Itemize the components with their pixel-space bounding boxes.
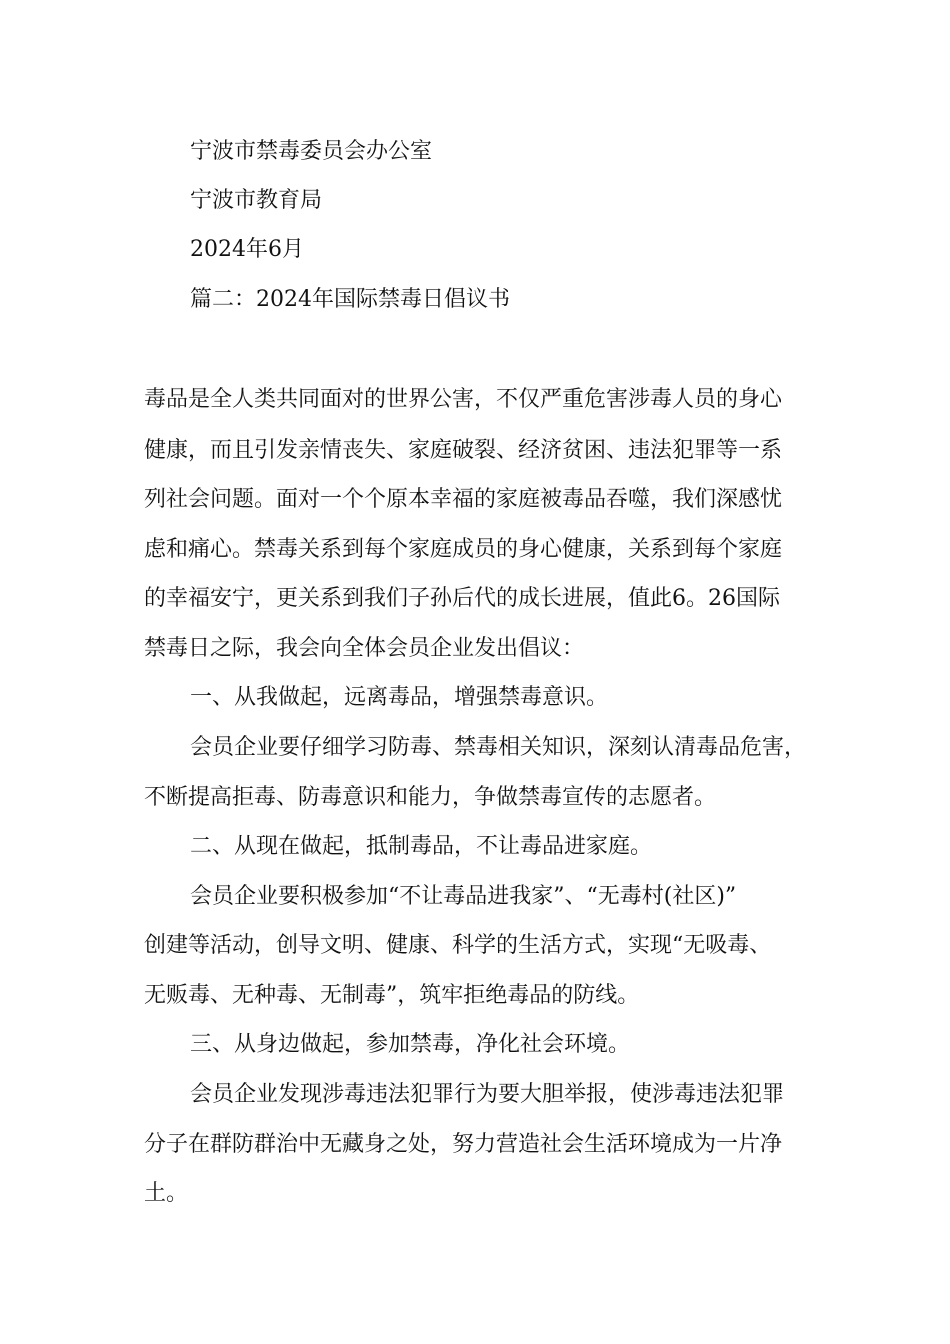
item-body-line: 无贩毒、无种毒、无制毒”，筑牢拒绝毒品的防线。: [144, 983, 640, 1008]
intro-line: 禁毒日之际，我会向全体会员企业发出倡议：: [144, 636, 585, 661]
item-body-line: 会员企业要仔细学习防毒、禁毒相关知识，深刻认清毒品危害，: [190, 735, 807, 760]
item-body-line: 创建等活动，创导文明、健康、科学的生活方式，实现“无吸毒、: [144, 933, 772, 958]
item-heading-3: 三、从身边做起，参加禁毒，净化社会环境。: [190, 1032, 631, 1057]
item-body-line: 会员企业发现涉毒违法犯罪行为要大胆举报，使涉毒违法犯罪: [190, 1082, 785, 1107]
item-heading-2: 二、从现在做起，抵制毒品，不让毒品进家庭。: [190, 834, 653, 859]
item-heading-1: 一、从我做起，远离毒品，增强禁毒意识。: [190, 685, 609, 710]
intro-line: 健康，而且引发亲情丧失、家庭破裂、经济贫困、违法犯罪等一系: [144, 438, 783, 463]
signature-date: 2024年6月: [190, 237, 304, 262]
signature-org-2: 宁波市教育局: [190, 188, 323, 213]
item-body-line: 会员企业要积极参加“不让毒品进我家”、“无毒村(社区)”: [190, 884, 737, 909]
intro-line: 毒品是全人类共同面对的世界公害，不仅严重危害涉毒人员的身心: [144, 387, 783, 412]
intro-line: 列社会问题。面对一个个原本幸福的家庭被毒品吞噬，我们深感忧: [144, 487, 783, 512]
item-body-line: 不断提高拒毒、防毒意识和能力，争做禁毒宣传的志愿者。: [144, 785, 717, 810]
signature-org-1: 宁波市禁毒委员会办公室: [190, 139, 433, 164]
section-title: 篇二：2024年国际禁毒日倡议书: [190, 287, 510, 312]
item-body-line: 分子在群防群治中无藏身之处，努力营造社会生活环境成为一片净: [144, 1132, 783, 1157]
item-body-line: 土。: [144, 1181, 189, 1206]
intro-line: 虑和痛心。禁毒关系到每个家庭成员的身心健康，关系到每个家庭: [144, 537, 783, 562]
intro-line: 的幸福安宁，更关系到我们子孙后代的成长进展，值此6。26国际: [144, 586, 780, 611]
